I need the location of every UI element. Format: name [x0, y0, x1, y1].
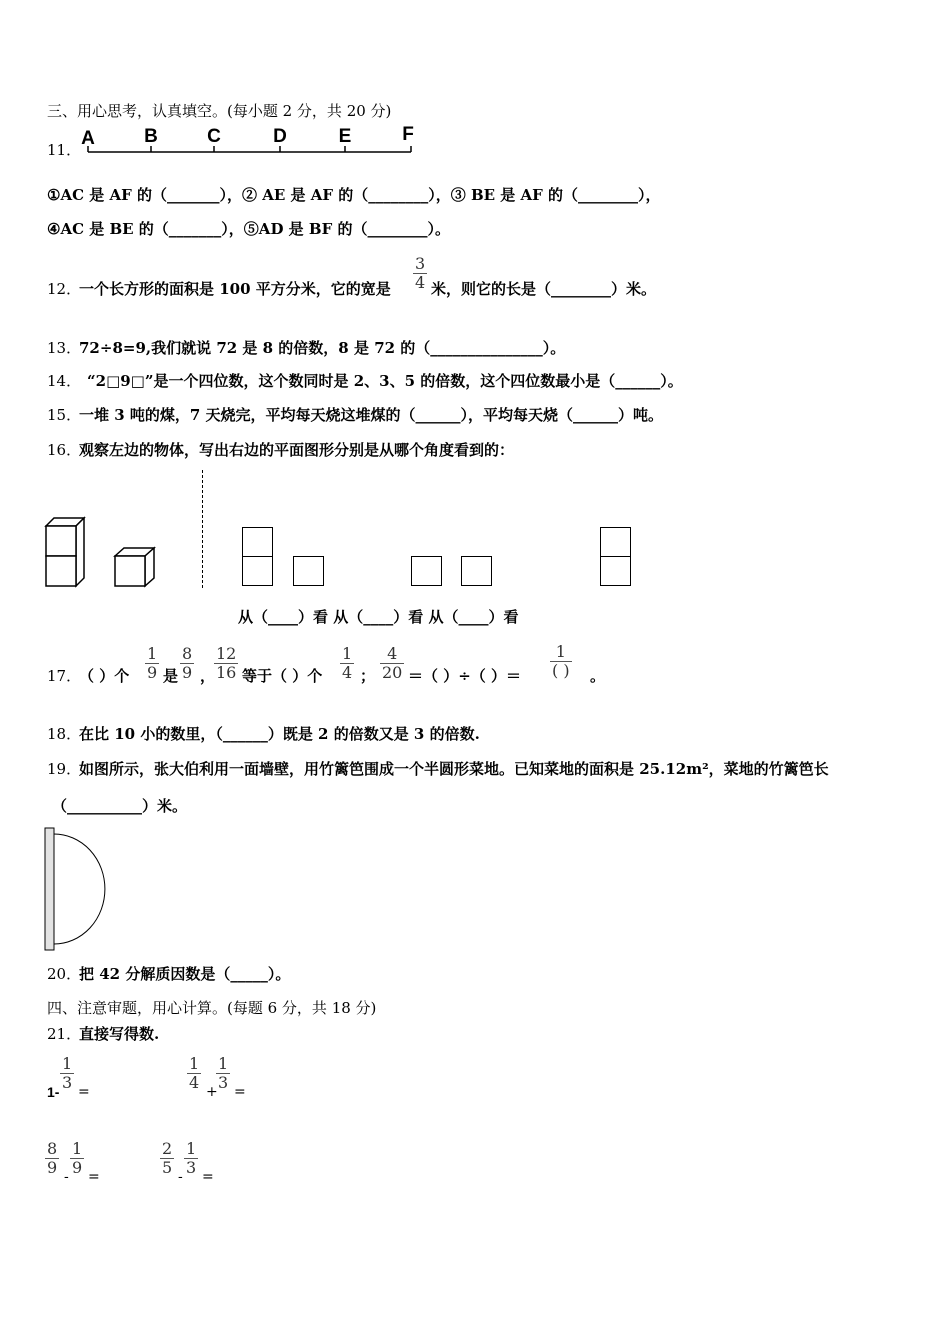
q17-f2-denominator: 9 [182, 663, 193, 682]
section-4-title: 四、注意审题，用心计算。(每题 6 分，共 18 分) [47, 999, 377, 1017]
view-3-top-square [600, 527, 631, 557]
expr-3-fraction-1: $\frac{8}{9}$ [47, 1139, 58, 1177]
expr-2-plus: + [206, 1084, 218, 1100]
q18-text: 在比 10 小的数里，（______）既是 2 的倍数又是 3 的倍数. [79, 725, 480, 743]
q12-text-before: 一个长方形的面积是 100 平方分米，它的宽是 [79, 280, 391, 298]
expr-4-fraction-2: $\frac{1}{3}$ [186, 1139, 197, 1177]
expr-1-prefix: 1- [47, 1084, 60, 1100]
point-label-d: D [273, 126, 287, 147]
q17-f6-numerator: 1 [555, 642, 566, 661]
q17-f6-denominator: ( ) [552, 661, 570, 680]
q19-text: 如图所示，张大伯利用一面墙壁，用竹篱笆围成一个半圆形菜地。已知菜地的面积是 25.12m²，菜地的竹篱笆长 [79, 760, 829, 778]
expr-4-equals: = [202, 1169, 214, 1185]
expr-3-fraction-2: $\frac{1}{9}$ [72, 1139, 83, 1177]
semicircle-fence [54, 834, 105, 944]
point-label-c: C [207, 126, 221, 147]
q21-text: 直接写得数. [79, 1025, 160, 1043]
view-2-right-square [461, 556, 492, 586]
q11-number: 11． [47, 141, 82, 159]
q17-f3-denominator: 16 [216, 663, 237, 682]
q13-number: 13． [47, 339, 82, 357]
q12-fraction-numerator: 3 [415, 254, 426, 273]
q13-text: 72÷8=9,我们就说 72 是 8 的倍数，8 是 72 的（_______________）。 [79, 339, 566, 357]
q17-f1-numerator: 1 [147, 644, 158, 663]
expr-2-equals: = [234, 1084, 246, 1100]
q12-number: 12． [47, 280, 82, 298]
section-3-title: 三、用心思考，认真填空。(每小题 2 分，共 20 分) [47, 102, 392, 120]
semicircle-garden-figure [42, 826, 112, 954]
wall [45, 828, 54, 950]
point-label-b: B [144, 126, 158, 147]
q17-text-5: ； [360, 667, 376, 685]
q17-f4-denominator: 4 [342, 663, 353, 682]
q17-f2-numerator: 8 [182, 644, 193, 663]
q15-number: 15． [47, 406, 82, 424]
expr-4-fraction-1: $\frac{2}{5}$ [162, 1139, 173, 1177]
q17-fraction-5 [380, 645, 404, 682]
view-1-bottom-square [242, 556, 273, 586]
q16-caption: 从（____）看 从（____）看 从（____）看 [238, 608, 519, 626]
point-label-e: E [338, 126, 352, 147]
number-line-diagram [78, 122, 423, 160]
q12-fraction [413, 255, 427, 292]
q17-fraction-6 [550, 643, 572, 680]
expr-4-minus: - [178, 1169, 183, 1185]
q20-text: 把 42 分解质因数是（_____）。 [79, 965, 291, 983]
q14-text: “2□9□”是一个四位数，这个数同时是 2、3、5 的倍数，这个四位数最小是（______）。 [87, 372, 683, 390]
dashed-divider [202, 470, 203, 588]
expr-2-fraction-1: $\frac{1}{4}$ [189, 1054, 200, 1092]
q17-f4-numerator: 1 [342, 644, 353, 663]
q16-number: 16． [47, 441, 82, 459]
q17-fraction-3 [214, 645, 238, 682]
q17-text-7: 。 [590, 667, 606, 685]
q20-number: 20． [47, 965, 82, 983]
expr-3-equals: = [88, 1169, 100, 1185]
q19-number: 19． [47, 760, 82, 778]
view-3-bottom-square [600, 556, 631, 586]
expr-1-equals: = [78, 1084, 90, 1100]
q17-text-3: ， [200, 667, 216, 685]
q21-number: 21． [47, 1025, 82, 1043]
view-1-top-square [242, 527, 273, 557]
q19-line-2: （__________）米。 [52, 797, 188, 815]
expr-1-fraction: $\frac{1}{3}$ [62, 1054, 73, 1092]
q17-fraction-1 [145, 645, 159, 682]
point-label-a: A [81, 128, 95, 149]
q12-text-after: 米，则它的长是（________）米。 [431, 280, 657, 298]
q17-fraction-4 [340, 645, 354, 682]
q17-text-4: 等于（ ）个 [242, 667, 323, 685]
q17-f3-numerator: 12 [216, 644, 237, 663]
view-2-left-square [411, 556, 442, 586]
q17-text-2: 是 [163, 667, 179, 685]
point-label-f: F [402, 124, 414, 145]
q16-text: 观察左边的物体，写出右边的平面图形分别是从哪个角度看到的： [79, 441, 515, 459]
q14-number: 14． [47, 372, 82, 390]
q17-fraction-2 [180, 645, 194, 682]
q15-text: 一堆 3 吨的煤，7 天烧完，平均每天烧这堆煤的（______），平均每天烧（______）吨。 [79, 406, 664, 424]
q17-f5-numerator: 4 [387, 644, 398, 663]
q17-text-6: ＝（ ）÷（ ）＝ [408, 667, 522, 685]
view-1-right-square [293, 556, 324, 586]
q18-number: 18． [47, 725, 82, 743]
q11-line-1: ①AC 是 AF 的（_______），② AE 是 AF 的（________），③ BE 是 AF 的（________）， [47, 186, 661, 204]
stacked-cubes-figure [40, 512, 170, 592]
q17-f1-denominator: 9 [147, 663, 158, 682]
q17-f5-denominator: 20 [382, 663, 403, 682]
expr-2-fraction-2: $\frac{1}{3}$ [218, 1054, 229, 1092]
expr-3-minus: - [64, 1169, 69, 1185]
q12-fraction-denominator: 4 [415, 273, 426, 292]
q11-line-2: ④AC 是 BE 的（_______），⑤AD 是 BF 的（________）。 [47, 220, 450, 238]
q17-text-1: （ ）个 [79, 667, 130, 685]
q17-number: 17． [47, 667, 82, 685]
